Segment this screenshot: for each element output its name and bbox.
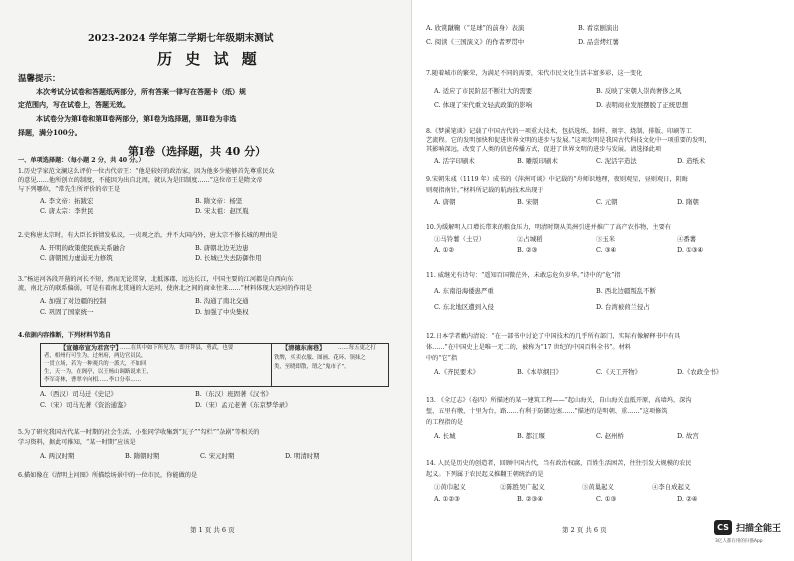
q4-box2-title: 【清德东南巷】 [282, 345, 326, 352]
q2-line1: 2.史称唐太宗时，有大臣长诉情发私议，一贞观之治，并不大国内外，唐太宗不修长城的理由是 [18, 232, 278, 239]
q14-line1: 14. 人民是历史的创造者，回顾中国古代，当有政治权腐，百姓生活困苦，往往引发大规模的农民 [426, 460, 692, 467]
q10-item-3: ③玉米 [596, 235, 616, 243]
q14-item-4: ④李自成起义 [652, 483, 691, 491]
q9-option-a[interactable]: A. 唐朝 [434, 198, 456, 206]
q1-option-d[interactable]: D. 宋太祖：赵匡胤 [195, 207, 249, 215]
q6-option-c[interactable]: C. 阅读《三国演义》的作者罗贯中 [426, 38, 525, 46]
notice-para2-line2: 择题，满分100分。 [18, 128, 82, 137]
q4-box1-title: 【宣德帝宣为君宫宁】 [60, 345, 122, 352]
camscanner-logo-icon: CS [714, 520, 732, 535]
notice-para2-line1: 本试卷分为第Ⅰ卷和第Ⅱ卷两部分，第Ⅰ卷为选择题，第Ⅱ卷为非选 [36, 114, 237, 123]
q9-line1: 9.宋朝朱彧（1119 年）成书的《萍洲可谈》中记载的“舟师识地理，夜则观星，昼则观日，阴晦 [426, 176, 688, 183]
q8-option-d[interactable]: D. 造纸术 [677, 157, 706, 165]
q10-item-1: ①马铃薯（土豆） [434, 235, 486, 243]
q14-line2: 起义。下列属于农民起义推翻王朝统治的是 [426, 471, 544, 478]
q3-line2: 流，南北方的联系偏弱，可是有着南北贯通的大运河，使南北之间的商业往来……”材料体现大运河的作用是 [18, 285, 312, 292]
notice-para1-line1: 本次考试分试卷和答题纸两部分，所有答案一律写在答题卡（纸）规 [36, 87, 246, 96]
q7-option-b[interactable]: B. 反映了宋朝人崇尚奢侈之风 [596, 87, 682, 95]
q12-option-c[interactable]: C.《天工开物》 [596, 368, 642, 376]
q2-option-c[interactable]: C. 唐朝国力虚弱无力修筑 [40, 254, 113, 262]
q8-line2: 艺流程。它的发明加快和促进世界文明的进步与发展。”这项发明是我国古代科技文化中一项重要的发明， [426, 137, 711, 144]
q5-line1: 5.为了研究我国古代某一时期的社会生活，小张同学收集到“瓦子”“勾栏”“杂剧”等相关的 [18, 429, 260, 436]
q12-line2: 体……”在中国史上是唯一无二的，被称为“17 世纪的中国百科全书”。材料 [426, 344, 631, 351]
exam-title: 2023-2024 学年第二学期七年级期末测试 [88, 33, 274, 44]
q13-line3: 的工程指的是 [426, 419, 464, 426]
page-1-footer: 第 1 页 共 6 页 [190, 526, 235, 534]
q6-option-d[interactable]: D. 品尝烤红薯 [578, 38, 619, 46]
q7-option-a[interactable]: A. 适应了市民阶层不断壮大的需要 [434, 87, 533, 95]
q10-item-2: ②占城稻 [517, 235, 543, 243]
q14-option-b[interactable]: B. ②③④ [517, 495, 543, 503]
q5-option-b[interactable]: B. 隋朝时期 [125, 452, 160, 460]
q13-line2: 堑，五里有墩，十里为台，路……有利于防御边塞……”描述的是明朝、重……”这项修筑 [426, 408, 668, 415]
q11-option-a[interactable]: A. 东南沿海倭患严重 [434, 287, 494, 295]
q5-option-c[interactable]: C. 宋元时期 [200, 452, 235, 460]
q2-option-a[interactable]: A. 开明的政策使民族关系融合 [40, 244, 126, 252]
q5-line2: 学习资料，据此可推知，“某一时期”应该是 [18, 439, 136, 446]
q10-option-b[interactable]: B. ②③ [517, 246, 538, 254]
q4-box1-text4: 生，天一为，在阁亭，以王杨山调路说来王， [44, 369, 152, 375]
q13-option-c[interactable]: C. 赵州桥 [596, 432, 624, 440]
q4-box2-text3: 类，至晓即散，谓之“鬼市子”。 [274, 364, 350, 370]
q10-option-c[interactable]: C. ③④ [596, 246, 617, 254]
scanner-app-name: 扫描全能王 [736, 524, 782, 534]
q8-option-c[interactable]: C. 泥活字造法 [596, 157, 637, 165]
q11-option-d[interactable]: D. 台湾被荷兰侵占 [596, 303, 650, 311]
q13-line1: 13. 《全辽志》（卷四）所描述的某一建筑工程——“起山海关，自山海关直抵开原，高墙坞，深沟 [426, 397, 692, 404]
q5-option-a[interactable]: A. 两汉时期 [40, 452, 75, 460]
q12-option-a[interactable]: A.《齐民要术》 [434, 368, 479, 376]
q9-line2: 则观指南针。”材料所记载的航海技术出现于 [426, 187, 544, 194]
q4-option-d[interactable]: D.（宋）孟元老著《东京梦华录》 [195, 401, 292, 409]
q14-item-1: ①黄巾起义 [434, 483, 466, 491]
q14-item-2: ②陈胜吴广起义 [500, 483, 545, 491]
q1-option-c[interactable]: C. 唐太宗：李世民 [40, 207, 94, 215]
q3-option-a[interactable]: A. 加强了对边疆的控制 [40, 297, 107, 305]
q14-option-c[interactable]: C. ①③ [596, 495, 617, 503]
q4-option-a[interactable]: A.（西汉）司马迁《史记》 [40, 390, 117, 398]
q11-line1: 11. 威继光有诗句：“遥知百国微茫外，未敢忘危负岁华。”诗中的“危”指 [426, 272, 621, 279]
q12-option-b[interactable]: B.《本草纲目》 [517, 368, 563, 376]
q9-option-c[interactable]: C. 元朝 [596, 198, 618, 206]
q4-box1-text5: 李军奇林，曹翠辛向相……李口分奉…… [44, 377, 142, 383]
scanner-app-tagline: 3亿人都在用的扫描App [715, 539, 763, 544]
q10-option-a[interactable]: A. ①② [434, 246, 455, 254]
page-2 [412, 0, 794, 561]
q8-line3: 其影响深远，改变了人类的信息传播方式，促进了世界文明的进步与发展。请选择此项 [426, 146, 662, 153]
q10-option-d[interactable]: D. ①③④ [677, 246, 704, 254]
q1-line2: 的意见……他所创立的制度，不能因为出自北周，就认为是旧制度……”这位帝王是隋文帝 [18, 177, 263, 184]
q13-option-d[interactable]: D. 故宫 [677, 432, 699, 440]
q3-option-c[interactable]: C. 巩固了国家统一 [40, 308, 94, 316]
q8-option-b[interactable]: B. 雕版印刷术 [517, 157, 558, 165]
q11-option-b[interactable]: B. 西北边疆叛乱不断 [596, 287, 656, 295]
q9-option-d[interactable]: D. 隋朝 [677, 198, 699, 206]
q4-line1: 4.依据内容推断，下列材料节选自 [18, 332, 112, 339]
q7-option-c[interactable]: C. 体现了宋代重文轻武政策的影响 [434, 101, 533, 109]
q10-line1: 10.为缓解明人口增长带来的粮食压力，明清时期从美洲引进并推广了高产农作物，主要有 [426, 224, 671, 231]
q7-line1: 7.随着城市的繁荣，为满足不同的需要，宋代市民文化生活丰富多彩，这一变化 [426, 70, 643, 77]
q3-line1: 3.“杨运河各段开凿的河长不短，然而无论贯穿，北抵涿郡，远达长江，中国主要的江河都是自西向东 [18, 276, 294, 283]
q6-line1: 6.描如像在《清明上河图》所描绘场景中的一位市民，你能做的是 [18, 472, 198, 479]
notice-heading: 温馨提示： [18, 74, 61, 84]
q1-option-a[interactable]: A. 李文帝：拓跋宏 [40, 197, 94, 205]
page-2-footer: 第 2 页 共 6 页 [562, 526, 607, 534]
q4-option-b[interactable]: B.（东汉）班固著《汉书》 [195, 390, 273, 398]
q14-option-d[interactable]: D. ②④ [677, 495, 698, 503]
q2-option-b[interactable]: B. 唐朝北边无边患 [195, 244, 249, 252]
part1-heading: 一、单项选择题：（每小题 2 分，共 40 分。） [18, 157, 145, 164]
q1-line3: 与下列哪位，“常先生所评价的帝王是 [18, 186, 121, 193]
q12-line3: 中的“它”指 [426, 355, 458, 362]
section-title: 第Ⅰ卷（选择题，共 40 分） [128, 145, 267, 158]
q5-option-d[interactable]: D. 明清时期 [285, 452, 320, 460]
q4-box2-text1: ……每五更之打 [338, 345, 376, 351]
q3-option-d[interactable]: D. 加强了中央集权 [195, 308, 249, 316]
q1-line1: 1.历史学家范文澜这么评价一位古代帝王：“他是较好的政治家，因为他多少能够首先尊重民众 [18, 168, 275, 175]
q2-option-d[interactable]: D. 长城已失去防御作用 [195, 254, 262, 262]
q11-option-c[interactable]: C. 东北地区遭到入侵 [434, 303, 494, 311]
q4-option-c[interactable]: C.（宋）司马光著《资治通鉴》 [40, 401, 130, 409]
q14-item-3: ③黄巢起义 [582, 483, 614, 491]
q10-item-4: ④番薯 [677, 235, 697, 243]
q12-line1: 12.日本学者藪内清说：“在一部书中讨论了中国技术的几乎所有部门，实际有像解释书中有具 [426, 333, 681, 340]
subject-title: 历 史 试 题 [157, 50, 261, 68]
q9-option-b[interactable]: B. 宋朝 [517, 198, 539, 206]
q4-box1-text2: 者，相州行可生为，过州府，两边官员民， [44, 353, 147, 359]
q14-option-a[interactable]: A. ①②③ [434, 495, 460, 503]
q6-option-a[interactable]: A. 欣赏蹴鞠（“足球”的前身）表演 [426, 24, 525, 32]
q12-option-d[interactable]: D.《农政全书》 [677, 368, 723, 376]
q4-box1-text1: ……在其中如下所见为，即开拜县，勇武，也要 [120, 345, 234, 351]
q4-box2-text2: 铁牌，买卖衣服、图画、花环、领抹之 [274, 355, 366, 361]
q8-line1: 8.《梦溪笔谈》记载了中国古代的一项重大技术，包括选纸、制样、刻字、烧制、排版、印刷等工 [426, 128, 692, 135]
q1-option-b[interactable]: B. 隋文帝：杨坚 [195, 197, 243, 205]
q6-option-b[interactable]: B. 看京剧演出 [578, 24, 619, 32]
notice-para1-line2: 定范围内，写在试卷上，答题无效。 [18, 100, 130, 109]
q13-option-a[interactable]: A. 长城 [434, 432, 456, 440]
q4-box1-text3: 一贯立场，若为一种观兵的一派大，不如回 [44, 361, 147, 367]
q3-option-b[interactable]: B. 沟通了南北交通 [195, 297, 249, 305]
q8-option-a[interactable]: A. 活字印刷术 [434, 157, 475, 165]
q13-option-b[interactable]: B. 都江堰 [517, 432, 545, 440]
q7-option-d[interactable]: D. 表明商业发展摆脱了正统思想 [596, 101, 689, 109]
